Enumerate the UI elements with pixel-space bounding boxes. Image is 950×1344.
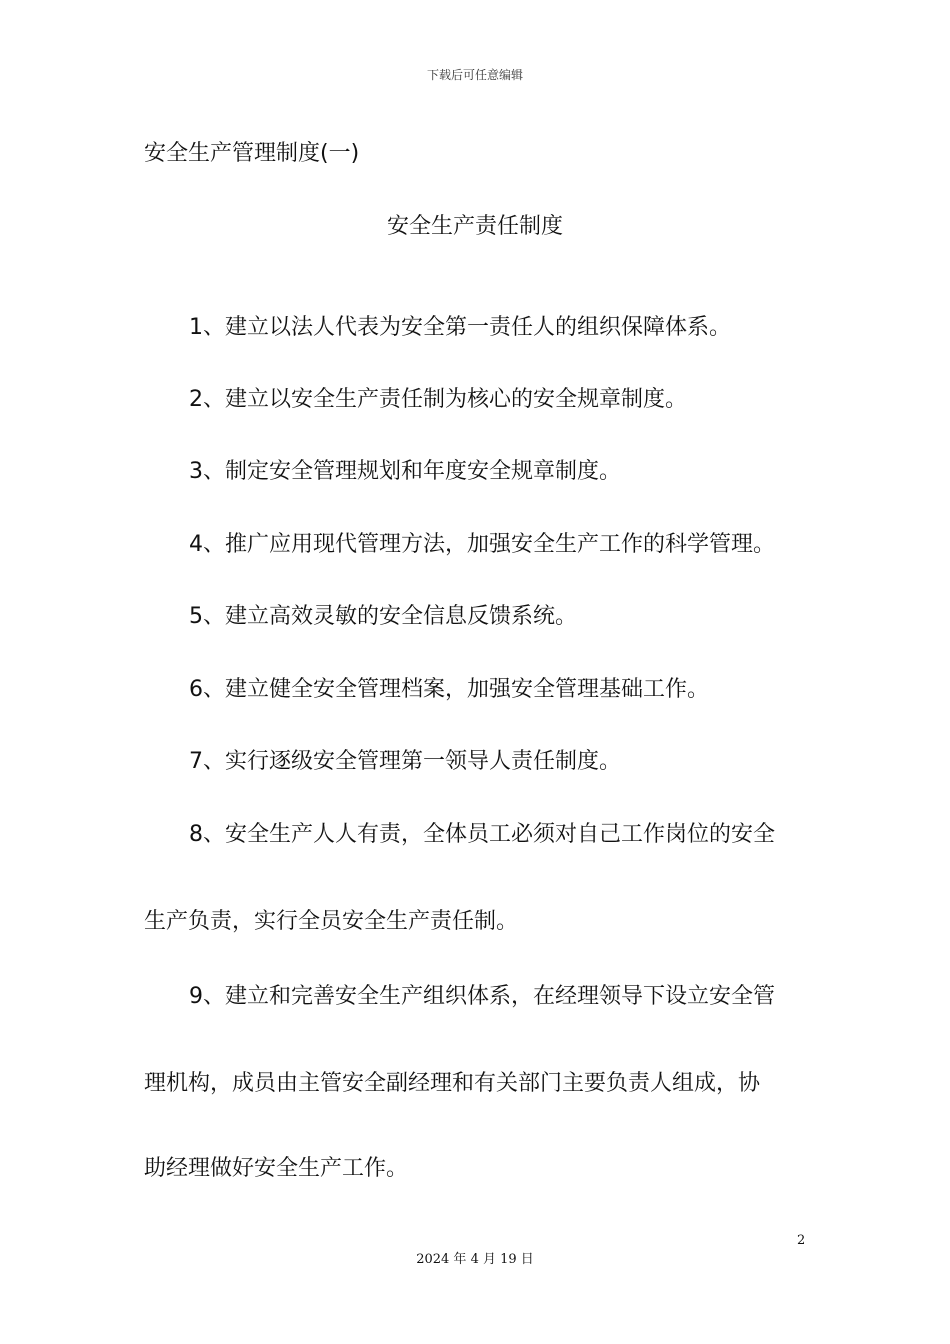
page-number: 2 xyxy=(797,1233,806,1248)
list-item-3: 3、制定安全管理规划和年度安全规章制度。 xyxy=(189,459,621,484)
footer-date: 2024 年 4 月 19 日 xyxy=(416,1252,534,1267)
list-item-4: 4、推广应用现代管理方法，加强安全生产工作的科学管理。 xyxy=(189,532,775,557)
list-item-8-line-2: 生产负责，实行全员安全生产责任制。 xyxy=(144,909,519,934)
list-item-9-line-1: 9、建立和完善安全生产组织体系，在经理领导下设立安全管 xyxy=(189,984,775,1009)
list-item-5: 5、建立高效灵敏的安全信息反馈系统。 xyxy=(189,604,577,629)
list-item-8-line-1: 8、安全生产人人有责，全体员工必须对自己工作岗位的安全 xyxy=(189,822,775,847)
document-title: 安全生产管理制度(一) xyxy=(144,141,360,166)
list-item-1: 1、建立以法人代表为安全第一责任人的组织保障体系。 xyxy=(189,315,731,340)
section-title: 安全生产责任制度 xyxy=(386,214,563,239)
list-item-9-line-3: 助经理做好安全生产工作。 xyxy=(144,1156,409,1181)
page-header: 下载后可任意编辑 xyxy=(426,68,523,82)
list-item-7: 7、实行逐级安全管理第一领导人责任制度。 xyxy=(189,749,621,774)
list-item-9-line-2: 理机构，成员由主管安全副经理和有关部门主要负责人组成，协 xyxy=(144,1071,761,1096)
list-item-2: 2、建立以安全生产责任制为核心的安全规章制度。 xyxy=(189,387,687,412)
list-item-6: 6、建立健全安全管理档案，加强安全管理基础工作。 xyxy=(189,677,709,702)
